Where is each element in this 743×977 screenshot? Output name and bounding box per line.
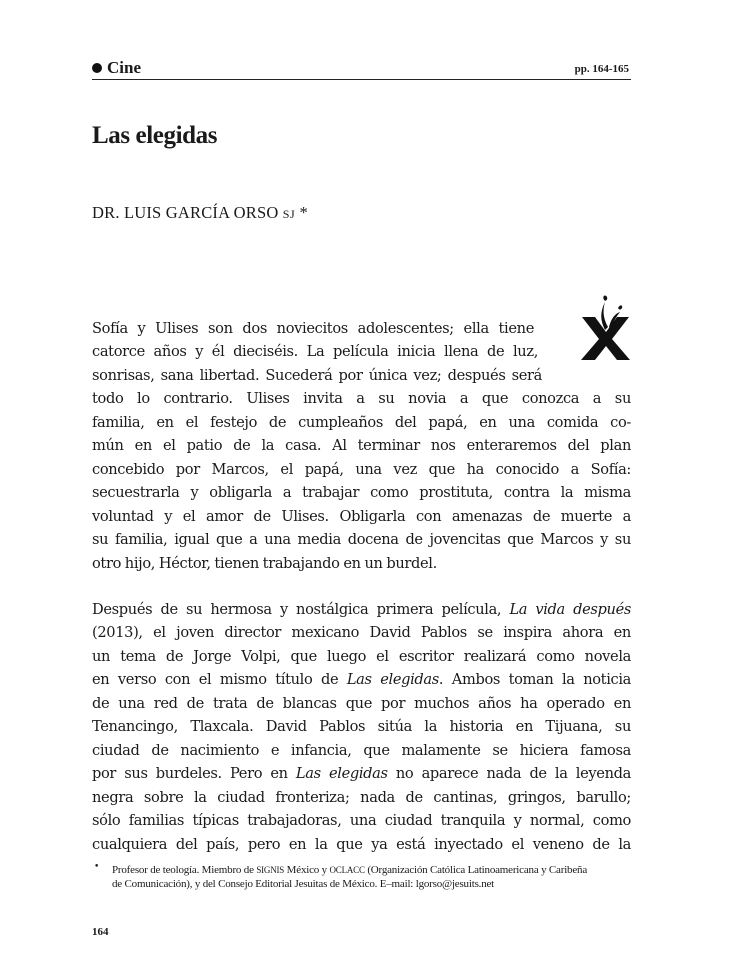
section-label: [92, 58, 141, 78]
text-run: Después de su hermosa y nostálgica primera película,: [92, 601, 510, 618]
bullet-dot-icon: [92, 63, 102, 73]
page-range: pp. 164-165: [574, 63, 629, 75]
text-line: [92, 668, 631, 692]
section-logo-icon: [578, 294, 633, 360]
film-title: Las elegidas: [346, 671, 439, 688]
text-line: sólo familias típicas trabajadoras, una ciudad tranquila y normal, como: [92, 812, 631, 829]
running-header: [92, 58, 631, 80]
text-line: voluntad y el amor de Ulises. Obligarla con amenazas de muerte a: [92, 508, 631, 525]
text-run: . Ambos toman la noticia: [438, 671, 632, 688]
text-run: de Comunicación), y del Consejo Editorial Jesuitas de México. E–mail: lgorso@jesuits.net: [112, 878, 495, 890]
text-run: por sus burdeles. Pero en: [92, 765, 296, 782]
footnote-marker: •: [94, 862, 100, 872]
section-name: Cine: [107, 58, 141, 77]
text-run: no aparece nada de la leyenda: [387, 765, 631, 782]
film-title: La vida después: [509, 601, 631, 618]
text-line: [92, 598, 631, 622]
author-name: DR. LUIS GARCÍA ORSO: [92, 203, 279, 222]
text-run: México y: [284, 864, 330, 876]
text-line: sonrisas, sana libertad. Sucederá por única vez; después será: [92, 367, 542, 384]
text-line: un tema de Jorge Volpi, que luego el escritor realizará como novela: [92, 648, 631, 665]
text-line: familia, en el festejo de cumpleaños del papá, en una comida co-: [92, 414, 631, 431]
text-line: [92, 762, 631, 786]
text-line: todo lo contrario. Ulises invita a su novia a que conozca a su: [92, 390, 631, 407]
author-line: [92, 203, 308, 223]
text-line: su familia, igual que a una media docena de jovencitas que Marcos y su: [92, 531, 631, 548]
text-line: (2013), el joven director mexicano David Pablos se inspira ahora en: [92, 624, 631, 641]
text-run: en verso con el mismo título de: [92, 671, 347, 688]
text-line: de una red de trata de blancas que por muchos años ha operado en: [92, 695, 631, 712]
footnote-ref: *: [295, 203, 308, 222]
org-name: OCLACC: [329, 865, 365, 875]
text-run: Profesor de teología. Miembro de: [112, 864, 257, 876]
text-line: catorce años y él dieciséis. La película inicia llena de luz,: [92, 343, 538, 360]
text-line: Sofía y Ulises son dos noviecitos adolescentes; ella tiene: [92, 320, 534, 337]
article-title: Las elegidas: [92, 122, 218, 149]
text-run: (Organización Católica Latinoamericana y Caribeña: [364, 864, 588, 876]
text-line: concebido por Marcos, el papá, una vez que ha conocido a Sofía:: [92, 461, 631, 478]
text-line: mún en el patio de la casa. Al terminar nos enteraremos del plan: [92, 437, 631, 454]
footnote: [112, 863, 632, 891]
text-line: secuestrarla y obligarla a trabajar como prostituta, contra la misma: [92, 484, 631, 501]
page-number: 164: [92, 926, 109, 938]
text-line: ciudad de nacimiento e infancia, que malamente se hiciera famosa: [92, 742, 631, 759]
text-line: Tenancingo, Tlaxcala. David Pablos sitúa la historia en Tijuana, su: [92, 718, 631, 735]
text-line: otro hijo, Héctor, tienen trabajando en un burdel.: [92, 555, 437, 572]
text-line: negra sobre la ciudad fronteriza; nada de cantinas, gringos, barullo;: [92, 789, 631, 806]
org-name: SIGNIS: [256, 865, 285, 875]
text-line: cualquiera del país, pero en la que ya está inyectado el veneno de la: [92, 836, 631, 853]
film-title: Las elegidas: [295, 765, 388, 782]
author-suffix: SJ: [282, 207, 296, 221]
